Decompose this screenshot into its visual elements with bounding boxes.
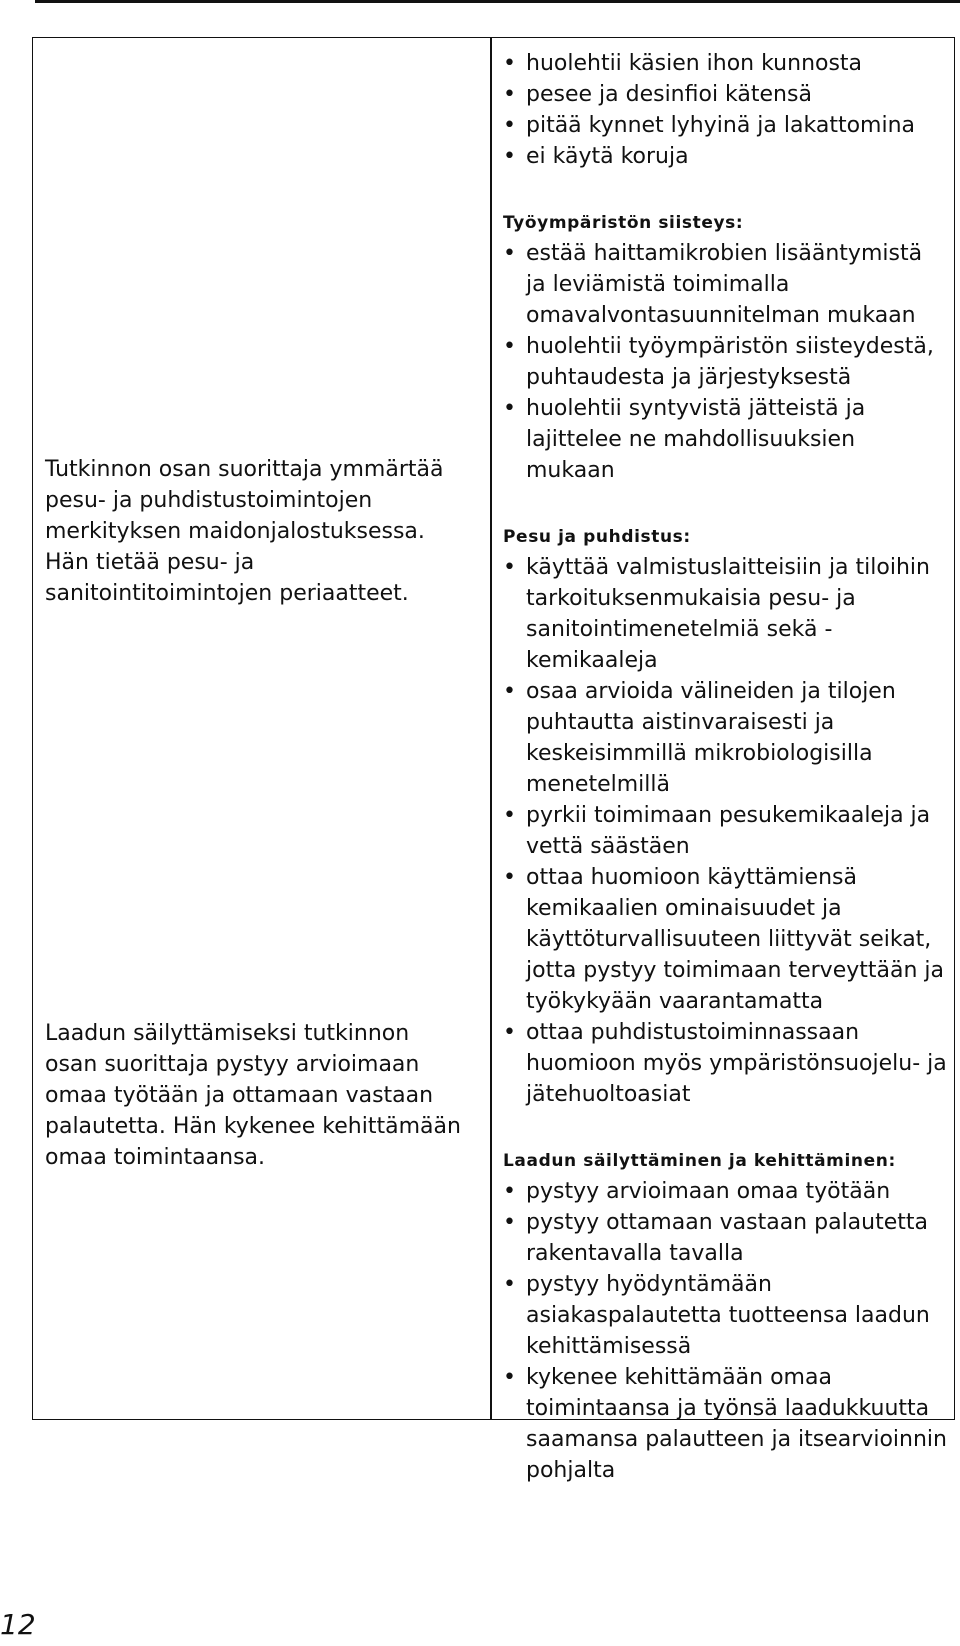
washing-list [503,552,948,1110]
list-item: • pystyy arvioimaan omaa työtään [503,1179,891,1204]
section-heading-cleanliness: Työympäristön siisteys: [503,213,744,233]
top-rule [35,0,960,3]
page-number: 12 [0,1608,36,1641]
list-item: • pyrkii toimimaan pesukemikaaleja ja vettä säästäen [503,803,931,859]
hand-hygiene-list [503,48,948,172]
list-item: • huolehtii työympäristön siisteydestä, puhtaudesta ja järjestyksestä [503,334,934,390]
list-item: • käyttää valmistuslaitteisiin ja tiloihin tarkoituksenmukaisia pesu- ja sanitointimenetelmiä sekä -kemikaaleja [503,555,930,673]
list-item: • ottaa puhdistustoiminnassaan huomioon myös ympäristönsuojelu- ja jätehuoltoasiat [503,1020,947,1107]
list-item: • estää haittamikrobien lisääntymistä ja leviämistä toimimalla omavalvontasuunnitelman mukaan [503,241,923,328]
list-item: • pitää kynnet lyhyinä ja lakattomina [503,113,915,138]
list-item: • kykenee kehittämään omaa toimintaansa ja työnsä laadukkuutta saamansa palautteen ja itsearvioinnin pohjalta [503,1365,947,1483]
list-item: • huolehtii käsien ihon kunnosta [503,51,863,76]
list-item: • huolehtii syntyvistä jätteistä ja lajittelee ne mahdollisuuksien mukaan [503,396,866,483]
list-item: • pystyy hyödyntämään asiakaspalautetta tuotteensa laadun kehittämisessä [503,1272,930,1359]
list-item: • pesee ja desinfioi kätensä [503,82,812,107]
section-heading-washing: Pesu ja puhdistus: [503,527,691,547]
quality-list [503,1176,948,1486]
objective-paragraph-quality: Laadun säilyttämiseksi tutkinnon osan suorittaja pystyy arvioimaan omaa työtään ja ottamaan vastaan palautetta. Hän kykenee kehittämään omaa toimintaansa. [45,1021,461,1170]
list-item: • ei käytä koruja [503,144,689,169]
section-heading-quality: Laadun säilyttäminen ja kehittäminen: [503,1151,896,1171]
column-divider [490,38,492,1419]
list-item: • pystyy ottamaan vastaan palautetta rakentavalla tavalla [503,1210,928,1266]
list-item: • ottaa huomioon käyttämiensä kemikaalien ominaisuudet ja käyttöturvallisuuteen liittyvät seikat, jotta pystyy toimimaan terveyttään ja työkykyään vaarantamatta [503,865,944,1014]
criteria-table [32,37,955,1483]
cleanliness-list [503,238,948,486]
criteria-column [503,48,948,1486]
list-item: • osaa arvioida välineiden ja tilojen puhtautta aistinvaraisesti ja keskeisimmillä mikrobiologisilla menetelmillä [503,679,896,797]
objective-paragraph-washing: Tutkinnon osan suorittaja ymmärtää pesu- ja puhdistustoimintojen merkityksen maidonjalostuksessa. Hän tietää pesu- ja sanitointitoimintojen periaatteet. [45,457,444,606]
